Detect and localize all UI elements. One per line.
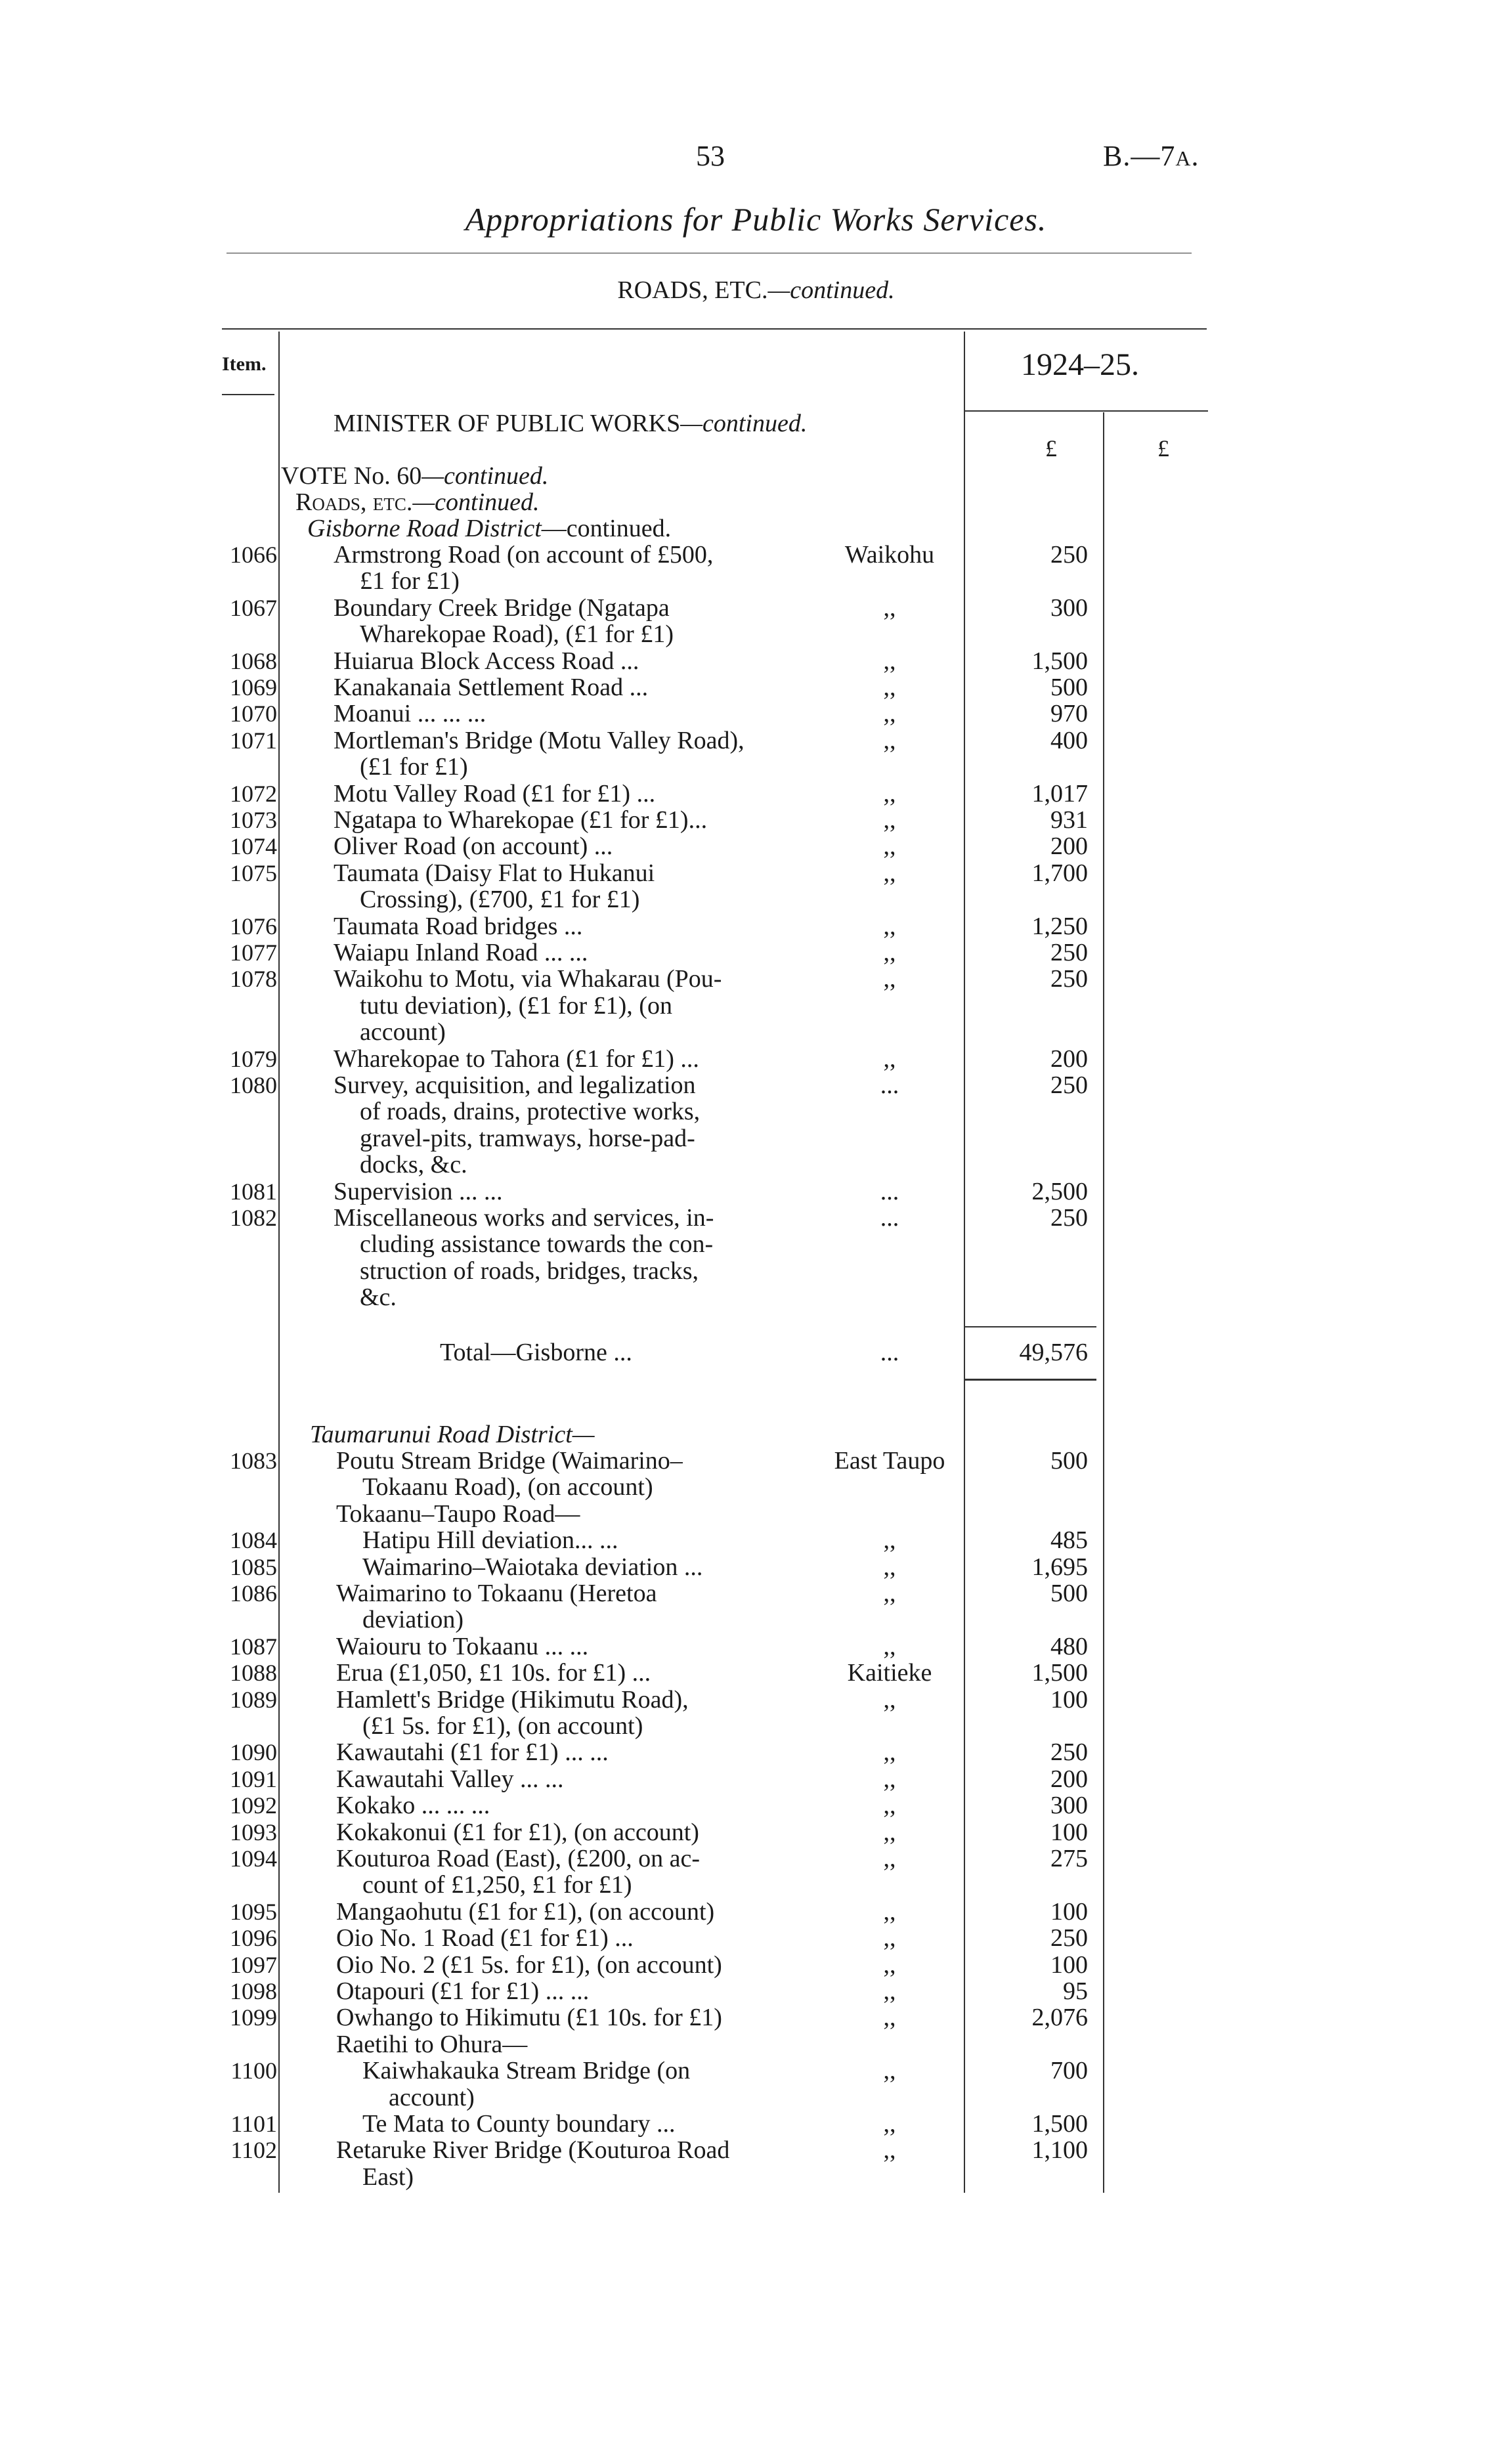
item-number: 1089 bbox=[230, 1686, 277, 1713]
item-location: ... bbox=[880, 1071, 899, 1099]
column-header-item: Item. bbox=[222, 353, 267, 375]
table-top-rule bbox=[222, 328, 1207, 330]
item-number: 1082 bbox=[230, 1205, 277, 1231]
item-amount: 100 bbox=[1050, 1685, 1088, 1714]
item-description: Wharekopae to Tahora (£1 for £1) ... bbox=[334, 1045, 699, 1073]
item-column-divider bbox=[278, 332, 280, 2193]
item-description: Otapouri (£1 for £1) ... ... bbox=[336, 1977, 590, 2005]
item-number: 1078 bbox=[230, 966, 277, 993]
item-description: Oio No. 1 Road (£1 for £1) ... bbox=[336, 1924, 634, 1952]
item-description: Kaiwhakauka Stream Bridge (on bbox=[362, 2057, 691, 2085]
item-description: Crossing), (£700, £1 for £1) bbox=[360, 886, 640, 914]
item-description: Waikohu to Motu, via Whakarau (Pou- bbox=[334, 965, 722, 993]
column-header-pound-1: £ bbox=[1045, 435, 1057, 462]
item-description: East) bbox=[362, 2163, 414, 2191]
item-description: Waiouru to Tokaanu ... ... bbox=[336, 1632, 589, 1660]
item-amount: 300 bbox=[1050, 593, 1088, 622]
item-amount: 485 bbox=[1050, 1526, 1088, 1555]
item-location: ,, bbox=[883, 939, 896, 966]
item-number: 1080 bbox=[230, 1072, 277, 1098]
item-description: (£1 5s. for £1), (on account) bbox=[362, 1712, 643, 1740]
item-location: East Taupo bbox=[834, 1447, 945, 1475]
item-location: ,, bbox=[883, 1897, 896, 1926]
item-location: ,, bbox=[883, 912, 896, 940]
item-description: Kouturoa Road (East), (£200, on ac- bbox=[336, 1845, 701, 1872]
total-amount: 49,576 bbox=[1019, 1339, 1088, 1366]
item-amount: 1,017 bbox=[1031, 779, 1088, 808]
item-amount: 500 bbox=[1050, 1580, 1088, 1607]
item-number: 1079 bbox=[230, 1045, 277, 1072]
item-amount: 400 bbox=[1050, 726, 1088, 754]
item-amount: 1,695 bbox=[1031, 1553, 1088, 1581]
item-number: 1086 bbox=[230, 1580, 277, 1606]
item-description: Mangaohutu (£1 for £1), (on account) bbox=[336, 1897, 715, 1926]
item-amount: 700 bbox=[1050, 2057, 1088, 2085]
item-number: 1102 bbox=[230, 2137, 277, 2164]
page-reference-suffix: A bbox=[1175, 146, 1192, 170]
item-amount: 250 bbox=[1050, 1738, 1088, 1767]
item-description: Erua (£1,050, £1 10s. for £1) ... bbox=[336, 1659, 651, 1687]
vote-cont: —continued. bbox=[421, 462, 549, 490]
item-description: Huiarua Block Access Road ... bbox=[334, 647, 639, 675]
item-description: Kokako ... ... ... bbox=[336, 1792, 490, 1820]
item-description: Owhango to Hikimutu (£1 10s. for £1) bbox=[336, 2004, 722, 2032]
item-number: 1099 bbox=[230, 2004, 277, 2031]
item-amount: 1,500 bbox=[1031, 647, 1088, 675]
item-number: 1092 bbox=[230, 1792, 277, 1819]
item-location: ,, bbox=[883, 593, 896, 622]
item-number: 1075 bbox=[230, 859, 277, 886]
item-number: 1073 bbox=[230, 807, 277, 833]
item-description: Raetihi to Ohura— bbox=[336, 2030, 528, 2058]
item-amount: 1,100 bbox=[1031, 2136, 1088, 2165]
item-amount: 1,250 bbox=[1031, 912, 1088, 940]
item-number: 1072 bbox=[230, 780, 277, 807]
item-location: ,, bbox=[883, 1792, 896, 1820]
item-number: 1091 bbox=[230, 1765, 277, 1792]
item-number: 1094 bbox=[230, 1845, 277, 1872]
item-amount: 1,500 bbox=[1031, 2110, 1088, 2138]
item-location: ,, bbox=[883, 2136, 896, 2165]
item-description: tutu deviation), (£1 for £1), (on bbox=[360, 991, 672, 1020]
item-amount: 250 bbox=[1050, 1204, 1088, 1232]
column-header-pound-2: £ bbox=[1157, 435, 1169, 462]
item-location: ,, bbox=[883, 1580, 896, 1607]
item-number: 1100 bbox=[230, 2058, 277, 2084]
item-number: 1088 bbox=[230, 1660, 277, 1687]
item-location: ,, bbox=[883, 859, 896, 887]
item-number: 1076 bbox=[230, 913, 277, 939]
item-description: Hatipu Hill deviation... ... bbox=[362, 1526, 618, 1555]
item-description: Waimarino–Waiotaka deviation ... bbox=[362, 1553, 703, 1581]
item-location: ,, bbox=[883, 806, 896, 834]
item-description: docks, &c. bbox=[360, 1151, 467, 1179]
item-number: 1070 bbox=[230, 701, 277, 727]
item-location: ,, bbox=[883, 1685, 896, 1714]
gisborne-heading-cont: —continued. bbox=[541, 515, 672, 542]
item-number: 1074 bbox=[230, 833, 277, 860]
item-location: ,, bbox=[883, 1045, 896, 1073]
item-number: 1071 bbox=[230, 727, 277, 754]
item-amount: 250 bbox=[1050, 1924, 1088, 1952]
item-description: Tokaanu–Taupo Road— bbox=[336, 1499, 580, 1528]
minister-cont: —continued. bbox=[680, 410, 808, 437]
item-description: Retaruke River Bridge (Kouturoa Road bbox=[336, 2136, 730, 2165]
item-number: 1068 bbox=[230, 647, 277, 674]
item-amount: 100 bbox=[1050, 1897, 1088, 1926]
item-description: &c. bbox=[360, 1283, 397, 1312]
pound-column-divider bbox=[1103, 412, 1104, 2193]
item-description: of roads, drains, protective works, bbox=[360, 1098, 701, 1126]
item-location: ,, bbox=[883, 2110, 896, 2138]
item-location: ,, bbox=[883, 1818, 896, 1846]
page-title: Appropriations for Public Works Services. bbox=[465, 201, 1047, 238]
year-header-underline bbox=[965, 410, 1208, 412]
section-title bbox=[0, 276, 1512, 305]
item-amount: 970 bbox=[1050, 700, 1088, 728]
item-description: account) bbox=[360, 1018, 446, 1046]
vote-heading bbox=[281, 463, 548, 489]
item-number: 1098 bbox=[230, 1978, 277, 2004]
total-label: Total—Gisborne ... bbox=[440, 1339, 632, 1366]
item-location: ,, bbox=[883, 1924, 896, 1952]
item-amount: 931 bbox=[1050, 806, 1088, 834]
item-number: 1101 bbox=[230, 2111, 277, 2137]
item-amount: 200 bbox=[1050, 1045, 1088, 1073]
item-location: ,, bbox=[883, 1951, 896, 1979]
item-number: 1084 bbox=[230, 1527, 277, 1554]
item-number: 1087 bbox=[230, 1633, 277, 1660]
item-amount: 250 bbox=[1050, 541, 1088, 569]
gisborne-heading bbox=[307, 515, 671, 542]
item-description: account) bbox=[389, 2083, 475, 2111]
item-location: ... bbox=[880, 1204, 899, 1232]
taumarunui-heading: Taumarunui Road District— bbox=[310, 1421, 595, 1448]
item-location: Waikohu bbox=[844, 541, 935, 569]
item-location: ... bbox=[880, 1177, 899, 1205]
item-description: Mortleman's Bridge (Motu Valley Road), bbox=[334, 726, 745, 754]
item-location: ,, bbox=[883, 726, 896, 754]
column-header-year: 1924–25. bbox=[1021, 347, 1139, 382]
item-description: count of £1,250, £1 for £1) bbox=[362, 1871, 632, 1899]
page-number: 53 bbox=[696, 140, 725, 172]
item-description: Kanakanaia Settlement Road ... bbox=[334, 674, 649, 701]
item-description: Supervision ... ... bbox=[334, 1177, 503, 1205]
item-description: Oio No. 2 (£1 5s. for £1), (on account) bbox=[336, 1951, 722, 1979]
item-location: ,, bbox=[883, 1632, 896, 1660]
roads-cont: —continued. bbox=[412, 488, 540, 516]
item-description: Ngatapa to Wharekopae (£1 for £1)... bbox=[334, 806, 708, 834]
item-description: Kawautahi Valley ... ... bbox=[336, 1765, 564, 1793]
item-description: Poutu Stream Bridge (Waimarino– bbox=[336, 1447, 683, 1475]
item-number: 1077 bbox=[230, 939, 277, 966]
item-description: Hamlett's Bridge (Hikimutu Road), bbox=[336, 1685, 689, 1714]
gisborne-heading-label: Gisborne Road District bbox=[307, 515, 542, 542]
item-amount: 1,700 bbox=[1031, 859, 1088, 887]
roads-label: Roads, etc. bbox=[295, 488, 413, 516]
item-description: Miscellaneous works and services, in- bbox=[334, 1204, 714, 1232]
item-location: ,, bbox=[883, 674, 896, 701]
item-location: ,, bbox=[883, 1526, 896, 1555]
total-loc: ... bbox=[880, 1339, 899, 1366]
item-description: Oliver Road (on account) ... bbox=[334, 832, 613, 861]
item-amount: 95 bbox=[1063, 1977, 1088, 2005]
item-description: Taumata Road bridges ... bbox=[334, 912, 583, 940]
item-number: 1093 bbox=[230, 1819, 277, 1845]
roads-heading bbox=[295, 489, 540, 515]
item-number: 1095 bbox=[230, 1898, 277, 1925]
item-description: deviation) bbox=[362, 1606, 464, 1634]
section-title-cont: —continued. bbox=[767, 276, 895, 304]
item-description: Armstrong Road (on account of £500, bbox=[334, 541, 714, 569]
item-location: ,, bbox=[883, 1553, 896, 1581]
item-amount: 300 bbox=[1050, 1792, 1088, 1820]
item-amount: 250 bbox=[1050, 1071, 1088, 1099]
item-location: ,, bbox=[883, 965, 896, 993]
item-amount: 100 bbox=[1050, 1951, 1088, 1979]
item-amount: 480 bbox=[1050, 1632, 1088, 1660]
item-amount: 250 bbox=[1050, 939, 1088, 966]
item-number: 1067 bbox=[230, 594, 277, 621]
section-title-main: ROADS, ETC. bbox=[617, 276, 768, 304]
vote-label: VOTE No. 60 bbox=[281, 462, 422, 490]
total-top-rule bbox=[965, 1326, 1096, 1327]
item-description: (£1 for £1) bbox=[360, 753, 468, 781]
item-description: gravel-pits, tramways, horse-pad- bbox=[360, 1124, 695, 1152]
item-location: Kaitieke bbox=[847, 1659, 932, 1687]
page-reference-main: B.—7 bbox=[1103, 140, 1176, 172]
item-number: 1069 bbox=[230, 674, 277, 701]
item-number: 1090 bbox=[230, 1739, 277, 1766]
item-location: ,, bbox=[883, 1738, 896, 1767]
item-number: 1096 bbox=[230, 1925, 277, 1952]
item-number: 1097 bbox=[230, 1951, 277, 1978]
item-description: Survey, acquisition, and legalization bbox=[334, 1071, 696, 1099]
item-description: Te Mata to County boundary ... bbox=[362, 2110, 676, 2138]
item-description: Motu Valley Road (£1 for £1) ... bbox=[334, 779, 656, 808]
minister-heading bbox=[334, 410, 807, 437]
item-description: £1 for £1) bbox=[360, 567, 460, 595]
item-number: 1083 bbox=[230, 1448, 277, 1474]
item-location: ,, bbox=[883, 647, 896, 675]
item-amount: 500 bbox=[1050, 1447, 1088, 1475]
item-description: Kokakonui (£1 for £1), (on account) bbox=[336, 1818, 699, 1846]
total-bottom-rule bbox=[965, 1379, 1096, 1381]
item-description: struction of roads, bridges, tracks, bbox=[360, 1257, 699, 1285]
item-amount: 200 bbox=[1050, 1765, 1088, 1793]
item-description: Boundary Creek Bridge (Ngatapa bbox=[334, 593, 670, 622]
item-description: Tokaanu Road), (on account) bbox=[362, 1473, 653, 1501]
item-amount: 500 bbox=[1050, 674, 1088, 701]
item-number: 1081 bbox=[230, 1178, 277, 1205]
item-location: ,, bbox=[883, 1977, 896, 2005]
item-amount: 200 bbox=[1050, 832, 1088, 861]
item-amount: 2,076 bbox=[1031, 2004, 1088, 2032]
item-description: cluding assistance towards the con- bbox=[360, 1230, 714, 1259]
item-location: ,, bbox=[883, 2004, 896, 2032]
item-number: 1085 bbox=[230, 1553, 277, 1580]
item-amount: 275 bbox=[1050, 1845, 1088, 1872]
item-amount: 1,500 bbox=[1031, 1659, 1088, 1687]
item-location: ,, bbox=[883, 1765, 896, 1793]
item-description: Taumata (Daisy Flat to Hukanui bbox=[334, 859, 655, 887]
item-amount: 2,500 bbox=[1031, 1177, 1088, 1205]
item-description: Wharekopae Road), (£1 for £1) bbox=[360, 620, 674, 649]
item-location: ,, bbox=[883, 2057, 896, 2085]
item-amount: 250 bbox=[1050, 965, 1088, 993]
item-description: Moanui ... ... ... bbox=[334, 700, 486, 728]
page-reference: B.—7A. bbox=[1103, 140, 1199, 172]
item-location: ,, bbox=[883, 1845, 896, 1872]
item-description: Waimarino to Tokaanu (Heretoa bbox=[336, 1580, 657, 1607]
item-amount: 100 bbox=[1050, 1818, 1088, 1846]
item-description: Kawautahi (£1 for £1) ... ... bbox=[336, 1738, 609, 1767]
minister-label: MINISTER OF PUBLIC WORKS bbox=[334, 410, 681, 437]
item-header-underline bbox=[222, 394, 274, 395]
item-number: 1066 bbox=[230, 542, 277, 568]
item-description: Waiapu Inland Road ... ... bbox=[334, 939, 588, 966]
item-location: ,, bbox=[883, 832, 896, 861]
item-location: ,, bbox=[883, 700, 896, 728]
item-location: ,, bbox=[883, 779, 896, 808]
